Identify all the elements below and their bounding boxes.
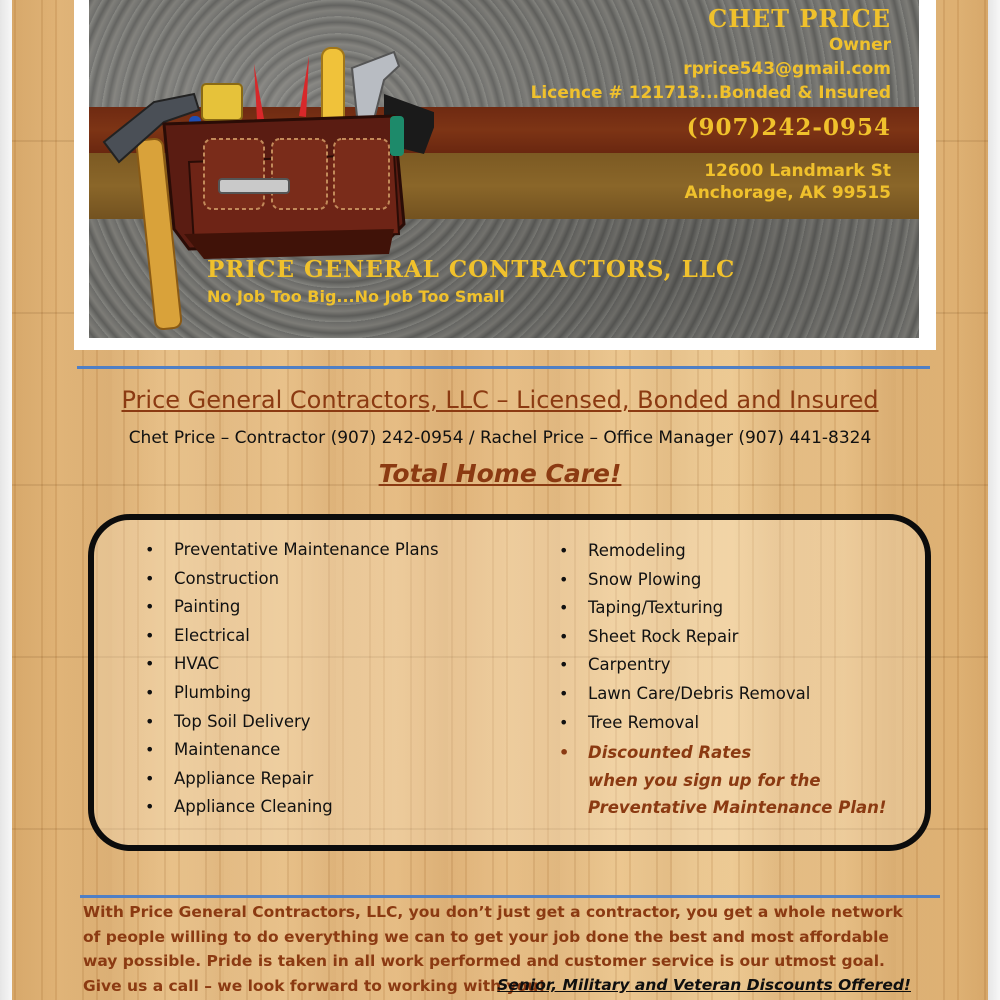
service-item: • Tree Removal bbox=[588, 711, 886, 740]
card-licence: Licence # 121713...Bonded & Insured bbox=[530, 83, 891, 103]
footer-text: With Price General Contractors, LLC, you don’t just get a contractor, you get a whole network of people willing to do everything we can to get your job done the best and most affordable way possible. Pride is taken in all work performed and customer service is our utmost goal. Give us a call – we look forward to working with you! bbox=[83, 903, 903, 995]
card-address-line1: 12600 Landmark St bbox=[704, 161, 891, 181]
services-list-right bbox=[588, 539, 886, 822]
divider-top bbox=[77, 366, 930, 369]
service-item: • Electrical bbox=[174, 624, 439, 653]
footer-paragraph bbox=[83, 900, 923, 998]
card-address bbox=[685, 160, 891, 204]
card-company-name: PRICE GENERAL CONTRACTORS, LLC bbox=[207, 256, 736, 283]
footer-discounts: Senior, Military and Veteran Discounts Offered! bbox=[497, 976, 911, 994]
service-item: • Taping/Texturing bbox=[588, 596, 886, 625]
discount-line-3: Preventative Maintenance Plan! bbox=[588, 798, 887, 818]
page-subhead: Total Home Care! bbox=[378, 459, 622, 488]
card-owner-name: CHET PRICE bbox=[708, 4, 891, 33]
service-item: • Remodeling bbox=[588, 539, 886, 568]
service-item: • Preventative Maintenance Plans bbox=[174, 538, 439, 567]
card-address-line2: Anchorage, AK 99515 bbox=[684, 183, 891, 203]
service-item: • Lawn Care/Debris Removal bbox=[588, 682, 886, 711]
page-headline: Price General Contractors, LLC – Licensed, Bonded and Insured bbox=[121, 386, 879, 414]
service-item: • HVAC bbox=[174, 652, 439, 681]
services-list-left bbox=[174, 538, 439, 824]
service-item: • Maintenance bbox=[174, 738, 439, 767]
discount-offer bbox=[588, 739, 886, 822]
service-item: • Top Soil Delivery bbox=[174, 710, 439, 739]
service-item: • Painting bbox=[174, 595, 439, 624]
service-item: • Carpentry bbox=[588, 653, 886, 682]
page-edge-right bbox=[988, 0, 1000, 1000]
service-item: • Sheet Rock Repair bbox=[588, 625, 886, 654]
service-item: • Plumbing bbox=[174, 681, 439, 710]
service-item: • Construction bbox=[174, 567, 439, 596]
discount-line-2: when you sign up for the bbox=[588, 770, 821, 790]
service-item: • Appliance Repair bbox=[174, 767, 439, 796]
divider-bottom bbox=[80, 895, 940, 898]
card-email[interactable]: rprice543@gmail.com bbox=[683, 59, 891, 79]
contact-line: Chet Price – Contractor (907) 242-0954 / Rachel Price – Office Manager (907) 441-8324 bbox=[128, 428, 872, 448]
card-owner-title: Owner bbox=[828, 35, 891, 55]
service-item: • Appliance Cleaning bbox=[174, 795, 439, 824]
card-tagline: No Job Too Big...No Job Too Small bbox=[207, 287, 505, 306]
page-edge-left bbox=[0, 0, 12, 1000]
business-card bbox=[89, 0, 919, 338]
service-item: • Snow Plowing bbox=[588, 568, 886, 597]
card-phone: (907)242-0954 bbox=[686, 114, 891, 141]
discount-line-1: • Discounted Rates bbox=[588, 743, 752, 763]
